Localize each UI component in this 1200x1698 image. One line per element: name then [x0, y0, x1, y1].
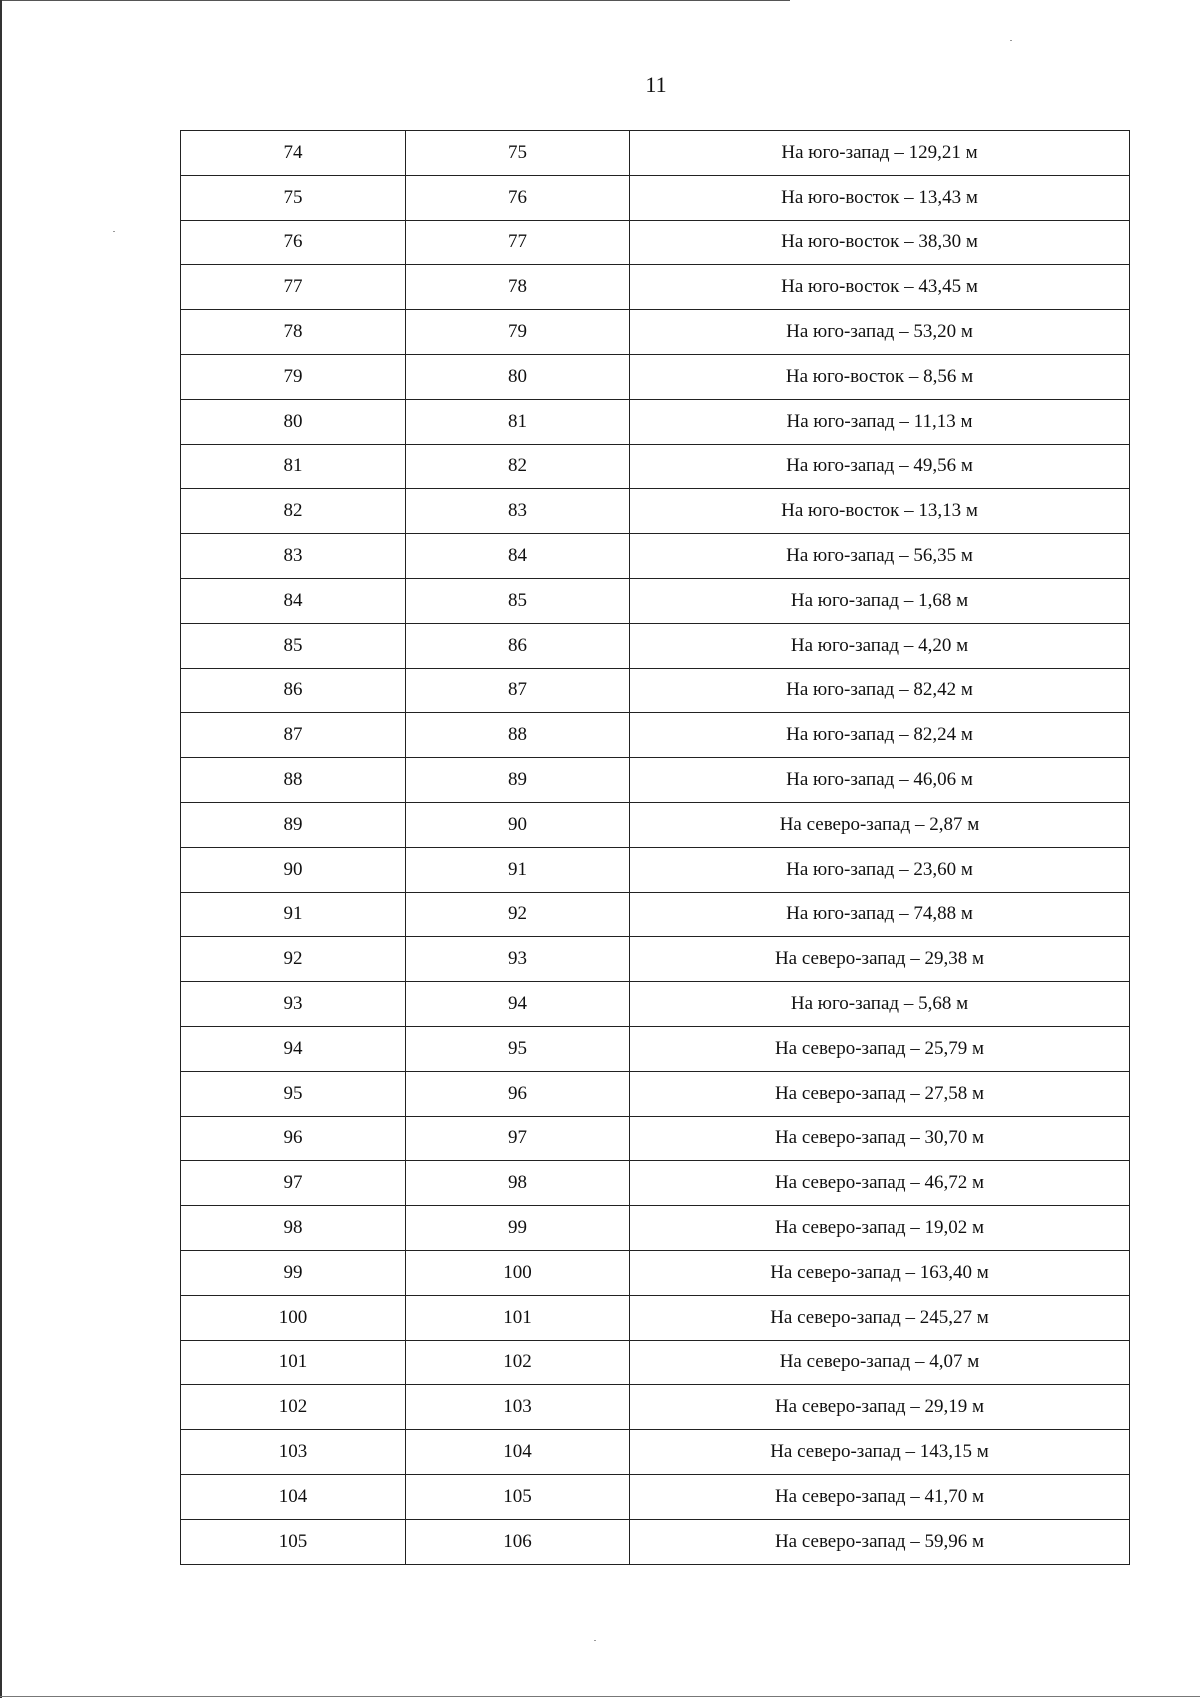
point-from-cell: 81 [181, 444, 406, 489]
direction-distance-cell: На северо-запад – 30,70 м [630, 1116, 1130, 1161]
point-to-cell: 95 [406, 1026, 630, 1071]
point-from-cell: 91 [181, 892, 406, 937]
table-row [181, 220, 1130, 265]
table-row [181, 847, 1130, 892]
point-to-cell: 103 [406, 1385, 630, 1430]
point-to-cell: 93 [406, 937, 630, 982]
direction-distance-cell: На юго-запад – 129,21 м [630, 131, 1130, 176]
direction-distance-cell: На юго-запад – 49,56 м [630, 444, 1130, 489]
table-row [181, 310, 1130, 355]
point-to-cell: 102 [406, 1340, 630, 1385]
table-row [181, 444, 1130, 489]
table-row [181, 802, 1130, 847]
table-row [181, 175, 1130, 220]
point-to-cell: 75 [406, 131, 630, 176]
point-to-cell: 89 [406, 758, 630, 803]
scan-edge-bottom [0, 1696, 1200, 1697]
page-number: 11 [645, 72, 667, 97]
direction-distance-cell: На северо-запад – 4,07 м [630, 1340, 1130, 1385]
table-row [181, 265, 1130, 310]
point-from-cell: 82 [181, 489, 406, 534]
direction-distance-cell: На юго-запад – 23,60 м [630, 847, 1130, 892]
point-from-cell: 100 [181, 1295, 406, 1340]
point-to-cell: 90 [406, 802, 630, 847]
point-from-cell: 95 [181, 1071, 406, 1116]
boundary-segments-table [180, 130, 1130, 1565]
direction-distance-cell: На юго-восток – 43,45 м [630, 265, 1130, 310]
direction-distance-cell: На юго-запад – 4,20 м [630, 623, 1130, 668]
direction-distance-cell: На юго-запад – 11,13 м [630, 399, 1130, 444]
table-row [181, 131, 1130, 176]
point-to-cell: 104 [406, 1430, 630, 1475]
direction-distance-cell: На северо-запад – 29,38 м [630, 937, 1130, 982]
table-row [181, 1206, 1130, 1251]
direction-distance-cell: На юго-запад – 5,68 м [630, 982, 1130, 1027]
table-row [181, 1026, 1130, 1071]
table-row [181, 1385, 1130, 1430]
direction-distance-cell: На юго-запад – 82,42 м [630, 668, 1130, 713]
direction-distance-cell: На юго-запад – 46,06 м [630, 758, 1130, 803]
point-to-cell: 98 [406, 1161, 630, 1206]
direction-distance-cell: На северо-запад – 46,72 м [630, 1161, 1130, 1206]
point-to-cell: 94 [406, 982, 630, 1027]
table-row [181, 1340, 1130, 1385]
point-from-cell: 98 [181, 1206, 406, 1251]
table-row [181, 1116, 1130, 1161]
direction-distance-cell: На юго-запад – 1,68 м [630, 578, 1130, 623]
direction-distance-cell: На северо-запад – 19,02 м [630, 1206, 1130, 1251]
point-from-cell: 84 [181, 578, 406, 623]
point-from-cell: 80 [181, 399, 406, 444]
point-to-cell: 106 [406, 1519, 630, 1564]
point-from-cell: 83 [181, 534, 406, 579]
point-from-cell: 74 [181, 131, 406, 176]
table-row [181, 892, 1130, 937]
point-from-cell: 101 [181, 1340, 406, 1385]
point-to-cell: 86 [406, 623, 630, 668]
direction-distance-cell: На северо-запад – 59,96 м [630, 1519, 1130, 1564]
point-from-cell: 94 [181, 1026, 406, 1071]
scan-speck [113, 231, 115, 232]
table-body [181, 131, 1130, 1565]
point-to-cell: 96 [406, 1071, 630, 1116]
scan-edge-left [0, 0, 2, 1698]
table-row [181, 1474, 1130, 1519]
table-row [181, 1295, 1130, 1340]
table-row [181, 713, 1130, 758]
direction-distance-cell: На северо-запад – 245,27 м [630, 1295, 1130, 1340]
point-from-cell: 76 [181, 220, 406, 265]
direction-distance-cell: На юго-восток – 13,13 м [630, 489, 1130, 534]
table-row [181, 534, 1130, 579]
table-row [181, 937, 1130, 982]
point-to-cell: 91 [406, 847, 630, 892]
direction-distance-cell: На юго-восток – 8,56 м [630, 354, 1130, 399]
point-from-cell: 90 [181, 847, 406, 892]
point-to-cell: 81 [406, 399, 630, 444]
point-from-cell: 89 [181, 802, 406, 847]
table-row [181, 1250, 1130, 1295]
table-row [181, 982, 1130, 1027]
direction-distance-cell: На юго-восток – 38,30 м [630, 220, 1130, 265]
table-row [181, 1519, 1130, 1564]
point-from-cell: 78 [181, 310, 406, 355]
point-from-cell: 99 [181, 1250, 406, 1295]
point-from-cell: 103 [181, 1430, 406, 1475]
table-row [181, 489, 1130, 534]
table-row [181, 354, 1130, 399]
point-from-cell: 102 [181, 1385, 406, 1430]
point-to-cell: 76 [406, 175, 630, 220]
point-from-cell: 88 [181, 758, 406, 803]
point-from-cell: 93 [181, 982, 406, 1027]
direction-distance-cell: На северо-запад – 143,15 м [630, 1430, 1130, 1475]
point-from-cell: 85 [181, 623, 406, 668]
point-to-cell: 80 [406, 354, 630, 399]
point-from-cell: 96 [181, 1116, 406, 1161]
table-row [181, 623, 1130, 668]
scan-edge-top [0, 0, 790, 1]
point-to-cell: 101 [406, 1295, 630, 1340]
point-to-cell: 85 [406, 578, 630, 623]
point-to-cell: 92 [406, 892, 630, 937]
point-to-cell: 97 [406, 1116, 630, 1161]
point-from-cell: 79 [181, 354, 406, 399]
point-to-cell: 100 [406, 1250, 630, 1295]
table-row [181, 758, 1130, 803]
point-to-cell: 79 [406, 310, 630, 355]
direction-distance-cell: На северо-запад – 163,40 м [630, 1250, 1130, 1295]
point-to-cell: 105 [406, 1474, 630, 1519]
table-row [181, 1161, 1130, 1206]
point-from-cell: 77 [181, 265, 406, 310]
point-from-cell: 86 [181, 668, 406, 713]
direction-distance-cell: На юго-запад – 53,20 м [630, 310, 1130, 355]
point-to-cell: 99 [406, 1206, 630, 1251]
point-to-cell: 87 [406, 668, 630, 713]
point-from-cell: 75 [181, 175, 406, 220]
point-to-cell: 77 [406, 220, 630, 265]
point-from-cell: 92 [181, 937, 406, 982]
table-row [181, 399, 1130, 444]
point-to-cell: 84 [406, 534, 630, 579]
table-row [181, 578, 1130, 623]
direction-distance-cell: На северо-запад – 25,79 м [630, 1026, 1130, 1071]
point-from-cell: 104 [181, 1474, 406, 1519]
scan-speck [594, 1640, 596, 1641]
direction-distance-cell: На юго-запад – 82,24 м [630, 713, 1130, 758]
table-row [181, 1430, 1130, 1475]
point-to-cell: 83 [406, 489, 630, 534]
table-row [181, 1071, 1130, 1116]
point-to-cell: 78 [406, 265, 630, 310]
table-row [181, 668, 1130, 713]
direction-distance-cell: На северо-запад – 27,58 м [630, 1071, 1130, 1116]
direction-distance-cell: На юго-восток – 13,43 м [630, 175, 1130, 220]
direction-distance-cell: На юго-запад – 56,35 м [630, 534, 1130, 579]
direction-distance-cell: На юго-запад – 74,88 м [630, 892, 1130, 937]
point-from-cell: 87 [181, 713, 406, 758]
point-from-cell: 105 [181, 1519, 406, 1564]
direction-distance-cell: На северо-запад – 2,87 м [630, 802, 1130, 847]
direction-distance-cell: На северо-запад – 29,19 м [630, 1385, 1130, 1430]
point-to-cell: 82 [406, 444, 630, 489]
point-from-cell: 97 [181, 1161, 406, 1206]
direction-distance-cell: На северо-запад – 41,70 м [630, 1474, 1130, 1519]
point-to-cell: 88 [406, 713, 630, 758]
scan-speck [1010, 40, 1012, 41]
